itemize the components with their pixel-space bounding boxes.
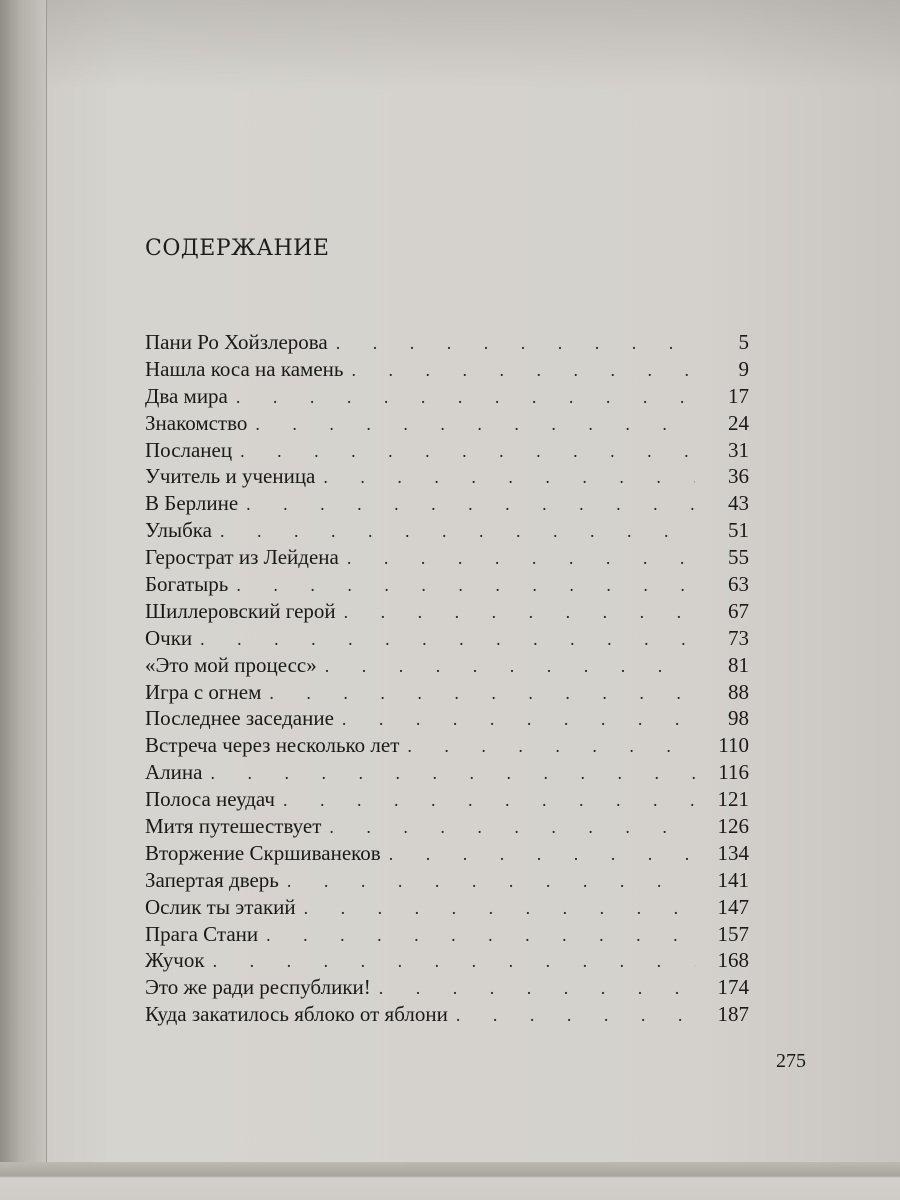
toc-entry-title: Это же ради республики! xyxy=(145,975,371,1000)
toc-entry xyxy=(145,706,749,733)
toc-entry xyxy=(145,599,749,626)
toc-entry xyxy=(145,518,749,545)
toc-entry-page: 5 xyxy=(738,330,749,354)
toc-entry-title: «Это мой процесс» xyxy=(145,652,317,677)
toc-leader-dots xyxy=(210,763,695,784)
toc-entry-title: Прага Стани xyxy=(145,921,259,946)
toc-entry-title: Вторжение Скршиванеков xyxy=(145,840,381,865)
table-of-contents xyxy=(145,330,749,1029)
toc-leader-dots xyxy=(351,360,695,381)
toc-entry-page: 134 xyxy=(717,840,749,865)
toc-entry-title: В Берлине xyxy=(145,491,239,516)
toc-entry-page: 31 xyxy=(728,437,749,462)
toc-entry-page: 187 xyxy=(717,1002,749,1027)
toc-entry-title: Встреча через несколько лет xyxy=(145,733,400,758)
toc-entry-page: 17 xyxy=(728,383,749,408)
toc-entry-title: Посланец xyxy=(145,437,233,462)
toc-entry-page: 121 xyxy=(717,787,749,812)
toc-entry-page: 67 xyxy=(728,598,749,623)
toc-entry xyxy=(145,330,749,357)
toc-leader-dots xyxy=(407,736,695,757)
toc-entry-page: 157 xyxy=(717,921,749,946)
toc-leader-dots xyxy=(266,925,695,946)
toc-entry xyxy=(145,411,749,438)
toc-leader-dots xyxy=(304,898,695,919)
toc-leader-dots xyxy=(269,683,695,704)
toc-leader-dots xyxy=(246,494,695,515)
toc-entry-title: Пани Ро Хойзлерова xyxy=(145,330,328,354)
toc-entry-title: Жучок xyxy=(145,948,205,973)
toc-leader-dots xyxy=(236,575,695,596)
toc-entry-title: Шиллеровский герой xyxy=(145,598,336,623)
toc-entry xyxy=(145,733,749,760)
toc-entry-title: Богатырь xyxy=(145,572,229,597)
toc-leader-dots xyxy=(329,817,695,838)
toc-leader-dots xyxy=(323,467,695,488)
contents-heading: СОДЕРЖАНИЕ xyxy=(145,236,330,261)
toc-entry-title: Полоса неудач xyxy=(145,787,275,812)
toc-leader-dots xyxy=(456,1005,695,1026)
toc-entry xyxy=(145,841,749,868)
toc-entry-title: Учитель и ученица xyxy=(145,464,316,489)
toc-entry-title: Очки xyxy=(145,625,193,650)
toc-entry xyxy=(145,975,749,1002)
toc-entry xyxy=(145,895,749,922)
toc-entry-page: 51 xyxy=(728,518,749,543)
toc-entry-page: 147 xyxy=(717,894,749,919)
toc-entry xyxy=(145,545,749,572)
toc-entry-page: 88 xyxy=(728,679,749,704)
toc-entry xyxy=(145,1002,749,1029)
toc-entry xyxy=(145,814,749,841)
toc-entry xyxy=(145,357,749,384)
toc-entry-page: 55 xyxy=(728,545,749,570)
toc-entry-title: Запертая дверь xyxy=(145,867,279,892)
toc-entry xyxy=(145,680,749,707)
page-bottom-edge xyxy=(0,1162,900,1200)
toc-leader-dots xyxy=(344,602,695,623)
toc-leader-dots xyxy=(325,656,695,677)
toc-leader-dots xyxy=(287,871,695,892)
toc-entry-page: 116 xyxy=(718,760,749,785)
toc-leader-dots xyxy=(342,709,695,730)
toc-entry-title: Два мира xyxy=(145,383,228,408)
toc-entry-page: 73 xyxy=(728,625,749,650)
toc-leader-dots xyxy=(389,844,695,865)
book-spine xyxy=(0,0,47,1200)
toc-entry-page: 24 xyxy=(728,410,749,435)
toc-entry xyxy=(145,653,749,680)
toc-entry xyxy=(145,572,749,599)
toc-entry-page: 141 xyxy=(717,867,749,892)
toc-entry-title: Игра с огнем xyxy=(145,679,262,704)
toc-entry-title: Нашла коса на камень xyxy=(145,356,344,381)
toc-leader-dots xyxy=(336,333,695,354)
toc-entry xyxy=(145,491,749,518)
toc-entry-page: 126 xyxy=(717,814,749,839)
toc-leader-dots xyxy=(255,414,695,435)
toc-entry-page: 168 xyxy=(717,948,749,973)
toc-leader-dots xyxy=(220,521,695,542)
page-number: 275 xyxy=(776,1050,806,1072)
toc-entry-page: 43 xyxy=(728,491,749,516)
toc-entry xyxy=(145,384,749,411)
toc-leader-dots xyxy=(347,548,695,569)
toc-entry xyxy=(145,948,749,975)
toc-entry-title: Улыбка xyxy=(145,518,212,543)
toc-entry-title: Последнее заседание xyxy=(145,706,334,731)
toc-entry xyxy=(145,760,749,787)
toc-entry xyxy=(145,787,749,814)
toc-leader-dots xyxy=(213,951,695,972)
page-shadow xyxy=(0,0,900,90)
toc-leader-dots xyxy=(379,978,695,999)
toc-entry xyxy=(145,868,749,895)
toc-entry xyxy=(145,464,749,491)
toc-entry-title: Знакомство xyxy=(145,410,248,435)
toc-entry-title: Ослик ты этакий xyxy=(145,894,296,919)
toc-entry-title: Алина xyxy=(145,760,203,785)
toc-entry xyxy=(145,626,749,653)
toc-leader-dots xyxy=(200,629,695,650)
toc-entry-page: 9 xyxy=(738,356,749,381)
toc-entry-page: 110 xyxy=(718,733,749,758)
toc-leader-dots xyxy=(240,441,695,462)
toc-entry-title: Митя путешествует xyxy=(145,814,322,839)
toc-entry-title: Герострат из Лейдена xyxy=(145,545,339,570)
toc-entry xyxy=(145,922,749,949)
toc-leader-dots xyxy=(283,790,695,811)
toc-entry-page: 36 xyxy=(728,464,749,489)
toc-entry-page: 81 xyxy=(728,652,749,677)
toc-leader-dots xyxy=(236,387,695,408)
toc-entry-page: 63 xyxy=(728,572,749,597)
toc-entry-page: 174 xyxy=(717,975,749,1000)
toc-entry xyxy=(145,438,749,465)
toc-entry-title: Куда закатилось яблоко от яблони xyxy=(145,1002,448,1027)
toc-entry-page: 98 xyxy=(728,706,749,731)
